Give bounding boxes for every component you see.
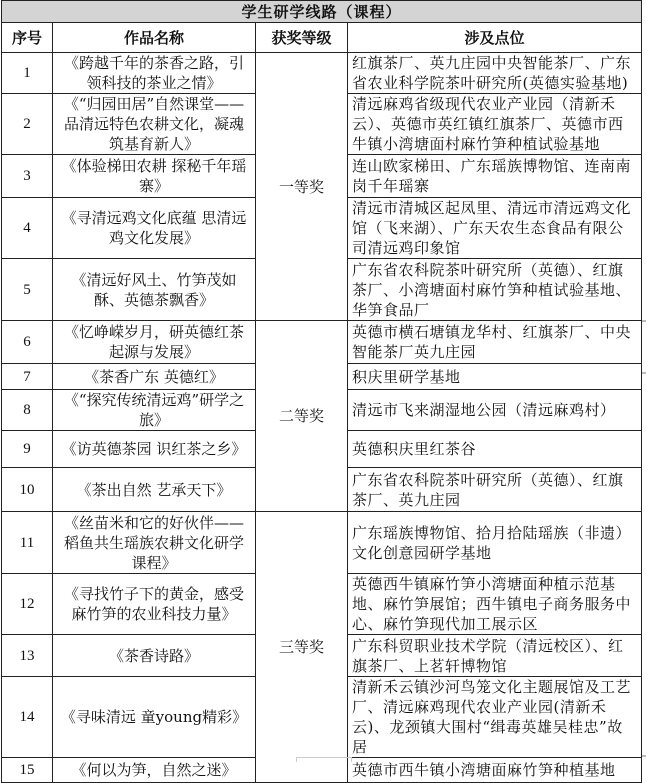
row-num: 5	[2, 259, 53, 321]
row-locations: 英德市横石塘镇龙华村、红旗茶厂、中央智能茶厂英九庄园	[348, 321, 642, 364]
row-work: 《茶香广东 英德红》	[53, 364, 256, 390]
row-work: 《何以为笋，自然之迷》	[53, 758, 256, 783]
row-work: 《丝苗米和它的好伙伴——稻鱼共生瑶族农耕文化研学课程》	[53, 512, 256, 574]
award-second: 二等奖	[256, 321, 348, 512]
row-work: 《清远好风土、竹笋茂如酥、英德茶飘香》	[53, 259, 256, 321]
row-locations: 广东省农科院茶叶研究所（英德）、红旗茶厂、小湾塘面村麻竹笋种植试验基地、华笋食品厂	[348, 259, 642, 321]
award-third: 三等奖	[256, 512, 348, 783]
edge-artifact	[642, 372, 646, 374]
row-locations: 英德市西牛镇小湾塘面麻竹笋种植基地	[348, 758, 642, 783]
row-num: 13	[2, 635, 53, 677]
row-locations: 清远市清城区起凤里、清远市清远鸡文化馆（飞来湖）、广东天农生态食品有限公司清远鸡印象馆	[348, 198, 642, 259]
row-locations: 清远麻鸡省级现代农业产业园（清新禾云）、英德市英红镇红旗茶厂、英德市西牛镇小湾塘面村麻竹笋种植试验基地	[348, 94, 642, 155]
row-num: 8	[2, 390, 53, 431]
row-work: 《寻找竹子下的黄金，感受麻竹笋的农业科技力量》	[53, 574, 256, 635]
row-locations: 英德西牛镇麻竹笋小湾塘面种植示范基地、麻竹笋展馆；西牛镇电子商务服务中心、麻竹笋现代加工展示区	[348, 574, 642, 635]
row-locations: 广东瑶族博物馆、拾月拾陆瑶族（非遗）文化创意园研学基地	[348, 512, 642, 574]
row-num: 15	[2, 758, 53, 783]
row-work: 《寻清远鸡文化底蕴 思清远鸡文化发展》	[53, 198, 256, 259]
header-num: 序号	[2, 23, 53, 53]
row-num: 12	[2, 574, 53, 635]
table-title: 学生研学线路（课程）	[2, 1, 642, 23]
header-locations: 涉及点位	[348, 23, 642, 53]
row-work: 《忆峥嵘岁月，研英德红茶起源与发展》	[53, 321, 256, 364]
row-num: 1	[2, 53, 53, 94]
award-first: 一等奖	[256, 53, 348, 321]
row-num: 4	[2, 198, 53, 259]
row-num: 10	[2, 468, 53, 512]
row-work: 《跨越千年的茶香之路，引领科技的茶业之情》	[53, 53, 256, 94]
row-num: 11	[2, 512, 53, 574]
row-locations: 广东科贸职业技术学院（清远校区）、红旗茶厂、上茗轩博物馆	[348, 635, 642, 677]
row-work: 《茶出自然 艺承天下》	[53, 468, 256, 512]
row-num: 14	[2, 677, 53, 758]
row-work: 《“归园田居”自然课堂——品清远特色农耕文化，凝魂筑基育新人》	[53, 94, 256, 155]
row-work: 《访英德茶园 识红茶之乡》	[53, 431, 256, 468]
row-locations: 广东省农科院茶叶研究所（英德）、红旗茶厂、英九庄园	[348, 468, 642, 512]
row-num: 9	[2, 431, 53, 468]
row-num: 6	[2, 321, 53, 364]
row-locations: 清远市飞来湖湿地公园（清远麻鸡村）	[348, 390, 642, 431]
row-locations: 英德积庆里红茶谷	[348, 431, 642, 468]
table-row	[2, 53, 642, 94]
row-locations: 连山欧家梯田、广东瑶族博物馆、连南南岗千年瑶寨	[348, 155, 642, 198]
edge-artifact	[642, 320, 646, 322]
table-row	[2, 321, 642, 364]
header-award: 获奖等级	[256, 23, 348, 53]
row-locations: 积庆里研学基地	[348, 364, 642, 390]
row-work: 《寻味清远 童young精彩》	[53, 677, 256, 758]
row-work: 《体验梯田农耕 探秘千年瑶寨》	[53, 155, 256, 198]
table-row	[2, 512, 642, 574]
header-work: 作品名称	[53, 23, 256, 53]
row-locations: 红旗茶厂、英九庄园中央智能茶厂、广东省农业科学院茶叶研究所(英德实验基地)	[348, 53, 642, 94]
row-work: 《“探究传统清远鸡”研学之旅》	[53, 390, 256, 431]
edge-artifact	[642, 755, 646, 757]
study-routes-table	[1, 0, 642, 783]
row-num: 3	[2, 155, 53, 198]
row-work: 《茶香诗路》	[53, 635, 256, 677]
row-num: 7	[2, 364, 53, 390]
row-locations: 清新禾云镇沙河鸟笼文化主题展馆及工艺厂、清远麻鸡现代农业产业园(清新禾云)、龙颈镇大围村“缉毒英雄吴桂忠”故居	[348, 677, 642, 758]
row-num: 2	[2, 94, 53, 155]
bottom-artifact	[296, 757, 352, 762]
